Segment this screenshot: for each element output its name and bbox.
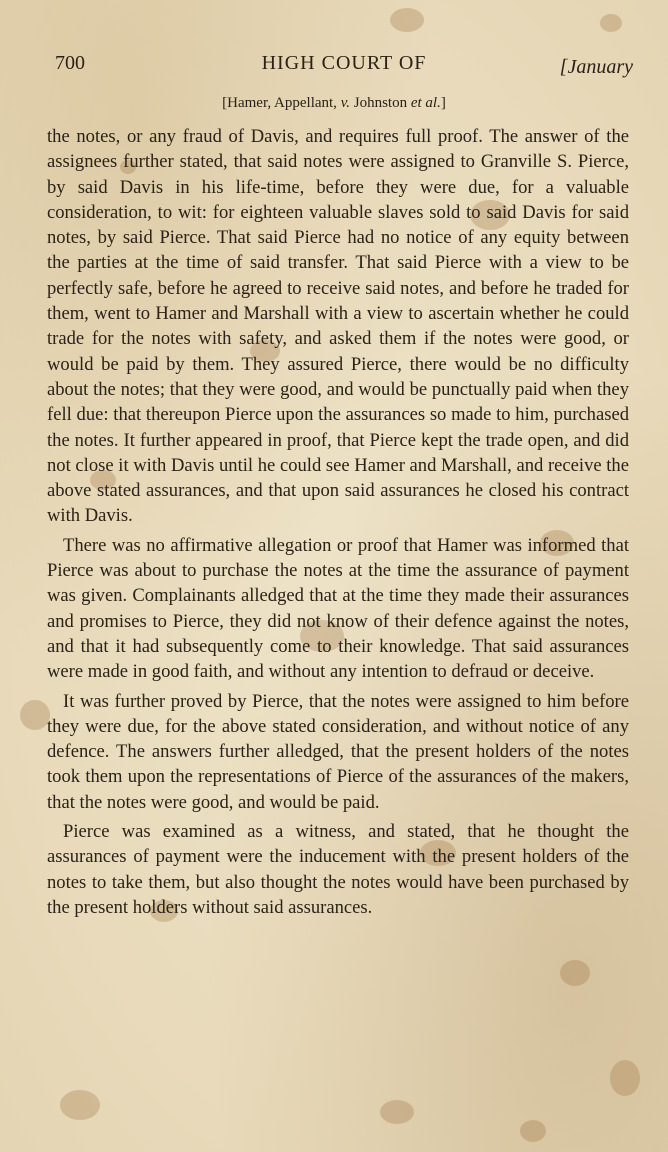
paragraph: There was no affirmative allegation or proof that Hamer was informed that Pierce was about to purchase the notes at the time the assurance of payment was given. Complainants alledged that at the time they made their assurances and promises to Pierce, they did not know of their defence against the notes, and that it had subsequently come to their knowledge. That said assurances were made in good faith, and without any intention to defraud or deceive. [47, 534, 629, 683]
body-text [47, 124, 629, 920]
paragraph: It was further proved by Pierce, that the notes were assigned to him before they were due, for the above stated consideration, and without notice of any defence. The answers further alledged, that the present holders of the notes took them upon the representations of Pierce of the assurances of the makers, that the notes were good, and would be paid. [47, 690, 629, 813]
case-caption-prefix: [Hamer, Appellant, [222, 95, 341, 111]
case-caption-middle: Johnston [349, 95, 411, 111]
foxing-spot [560, 960, 590, 986]
case-caption-suffix: ] [440, 95, 446, 111]
foxing-spot [390, 8, 424, 32]
case-caption [0, 95, 668, 112]
foxing-spot [60, 1090, 100, 1120]
foxing-spot [610, 1060, 640, 1096]
foxing-spot [600, 14, 622, 32]
paragraph: Pierce was examined as a witness, and stated, that he thought the assurances of payment were the inducement with the present holders of the notes to take them, but also thought the notes would have been purchased by the present holders without said assurances. [47, 821, 629, 918]
case-caption-versus: v. [340, 95, 350, 111]
page-number: 700 [55, 52, 85, 74]
foxing-spot [520, 1120, 546, 1142]
foxing-spot [20, 700, 50, 730]
case-caption-et-al: et al. [410, 95, 441, 111]
running-header [55, 52, 633, 88]
foxing-spot [380, 1100, 414, 1124]
paragraph: the notes, or any fraud of Davis, and requires full proof. The answer of the assignees further stated, that said notes were assigned to Granville S. Pierce, by said Davis in his life-time, before they were due, for a valuable consideration, to wit: for eighteen valuable slaves sold to said Davis for said notes, by said Pierce. That said Pierce had no notice of any equity between the parties at the time of said transfer. That said Pierce with a view to be perfectly safe, before he agreed to receive said notes, and before he traded for them, went to Hamer and Marshall with a view to ascertain whether he could trade for the notes with safety, and asked them if the notes were good, or would be paid by them. They assured Pierce, there would be no difficulty about the notes; that they were good, and would be punctually paid when they fell due: that thereupon Pierce upon the assurances so made to him, purchased the notes. It further appeared in proof, that Pierce kept the trade open, and did not close it with Davis until he could see Hamer and Marshall, and receive the above stated assurances, and that upon said assurances he closed his contract with Davis. [47, 126, 629, 527]
running-date: [January [559, 56, 633, 78]
running-title: HIGH COURT OF [261, 52, 427, 74]
